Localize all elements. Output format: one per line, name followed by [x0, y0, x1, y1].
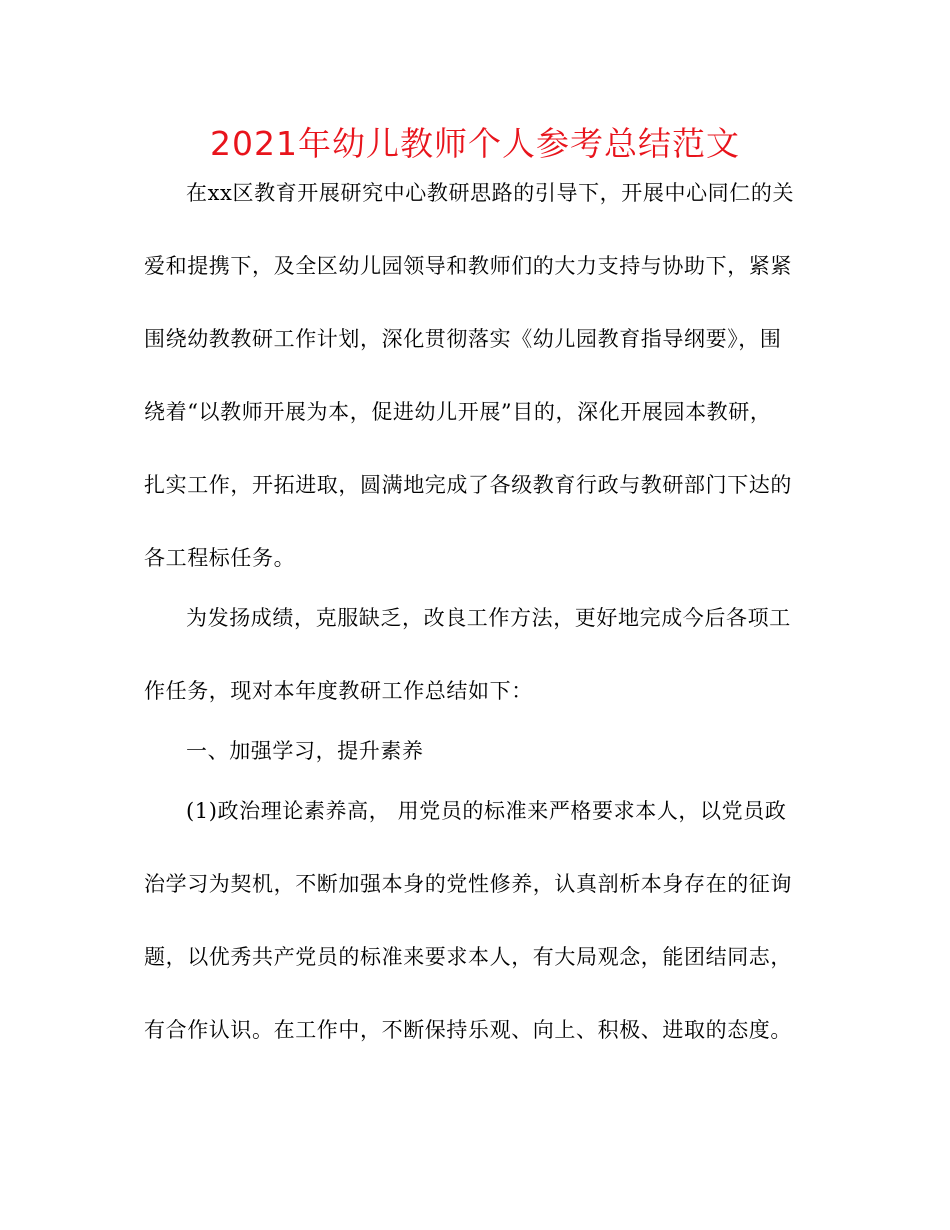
paragraph-line: 治学习为契机，不断加强本身的党性修养，认真剖析本身存在的征询: [144, 872, 792, 896]
paragraph-line: 爱和提携下，及全区幼儿园领导和教师们的大力支持与协助下，紧紧: [144, 254, 792, 278]
document-title: 2021年幼儿教师个人参考总结范文: [210, 124, 740, 163]
paragraph-line: 各工程标任务。: [144, 546, 296, 570]
paragraph-line: 作任务，现对本年度教研工作总结如下：: [144, 679, 533, 703]
paragraph-line: 为发扬成绩，克服缺乏，改良工作方法，更好地完成今后各项工: [186, 606, 791, 630]
paragraph-line: 围绕幼教教研工作计划，深化贯彻落实《幼儿园教育指导纲要》，围: [144, 327, 782, 351]
paragraph-line: 题，以优秀共产党员的标准来要求本人，有大局观念，能团结同志，: [144, 945, 792, 969]
paragraph-line: (1)政治理论素养高， 用党员的标准来严格要求本人，以党员政: [186, 799, 787, 823]
paragraph-line: 绕着“以教师开展为本，促进幼儿开展”目的，深化开展园本教研，: [144, 400, 772, 424]
section-heading: 一、加强学习，提升素养: [186, 739, 424, 763]
paragraph-line: 扎实工作，开拓进取，圆满地完成了各级教育行政与教研部门下达的: [144, 473, 792, 497]
paragraph-line: 有合作认识。在工作中，不断保持乐观、向上、积极、进取的态度。: [144, 1018, 792, 1042]
paragraph-line: 在xx区教育开展研究中心教研思路的引导下，开展中心同仁的关: [186, 181, 795, 205]
